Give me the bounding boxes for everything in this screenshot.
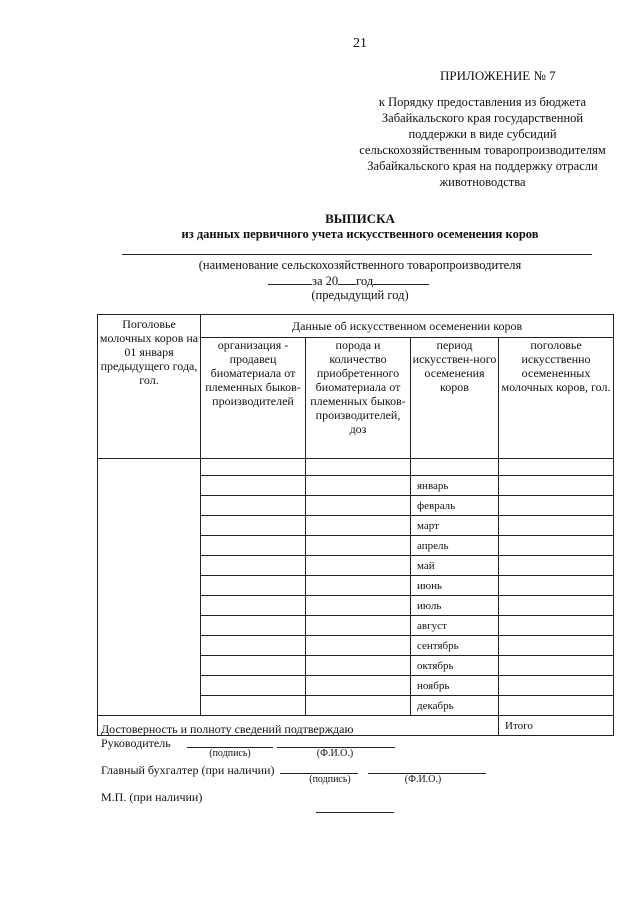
document-subtitle: из данных первичного учета искусственного осеменения коров xyxy=(181,227,539,241)
table-cell xyxy=(201,616,306,636)
table-cell xyxy=(499,556,614,576)
month-cell: июль xyxy=(411,596,499,616)
year-prefix: за 20 xyxy=(312,274,339,288)
appendix-line: Забайкальского края на поддержку отрасли xyxy=(367,159,598,173)
table-cell xyxy=(499,476,614,496)
table-cell xyxy=(201,536,306,556)
year-tail-line xyxy=(373,272,429,285)
table-cell xyxy=(499,516,614,536)
table-cell xyxy=(306,536,411,556)
table-cell xyxy=(306,556,411,576)
bottom-line xyxy=(316,812,394,813)
table-cell xyxy=(499,656,614,676)
year-digits-line xyxy=(338,272,356,285)
page-number: 21 xyxy=(353,36,367,51)
accountant-signature-caption: (подпись) xyxy=(309,774,351,785)
table-cell xyxy=(499,576,614,596)
stamp-label: М.П. (при наличии) xyxy=(101,790,203,804)
table-cell xyxy=(499,676,614,696)
appendix-title: ПРИЛОЖЕНИЕ № 7 xyxy=(440,68,556,83)
table-cell xyxy=(201,576,306,596)
year-field xyxy=(268,272,468,289)
table-cell xyxy=(306,596,411,616)
col-period-header: период искусствен-ного осеменения коров xyxy=(411,338,499,459)
table-cell xyxy=(201,476,306,496)
producer-caption: (наименование сельскохозяйственного товаропроизводителя xyxy=(198,258,522,272)
month-cell: апрель xyxy=(411,536,499,556)
table-cell xyxy=(306,676,411,696)
accountant-label: Главный бухгалтер (при наличии) xyxy=(101,763,275,777)
col-herd-header: Поголовье молочных коров на 01 января предыдущего года, гол. xyxy=(98,315,201,459)
table-cell xyxy=(499,616,614,636)
table-cell xyxy=(201,459,306,476)
month-cell: август xyxy=(411,616,499,636)
group-header: Данные об искусственном осеменении коров xyxy=(201,315,614,338)
month-cell: октябрь xyxy=(411,656,499,676)
table-cell xyxy=(201,516,306,536)
producer-name-line xyxy=(122,254,592,255)
table-cell xyxy=(201,596,306,616)
head-signature-caption: (подпись) xyxy=(209,748,251,759)
year-blank-line xyxy=(268,272,312,285)
table-cell xyxy=(306,476,411,496)
col-inseminated-header: поголовье искусственно осемененных молочных коров, гол. xyxy=(499,338,614,459)
table-cell xyxy=(306,576,411,596)
appendix-reference xyxy=(350,94,615,190)
month-cell: январь xyxy=(411,476,499,496)
table-cell xyxy=(499,696,614,716)
appendix-line: к Порядку предоставления из бюджета xyxy=(378,95,587,109)
month-cell: май xyxy=(411,556,499,576)
table-cell xyxy=(306,636,411,656)
table-cell xyxy=(201,676,306,696)
month-cell: ноябрь xyxy=(411,676,499,696)
table-cell xyxy=(201,496,306,516)
table-cell xyxy=(499,496,614,516)
head-name-caption: (Ф.И.О.) xyxy=(316,748,354,759)
col-seller-header: организация - продавец биоматериала от племенных быков-производителей xyxy=(201,338,306,459)
insemination-table xyxy=(97,314,614,736)
confirm-text: Достоверность и полноту сведений подтверждаю xyxy=(101,722,354,736)
table-cell xyxy=(201,636,306,656)
table-cell xyxy=(306,496,411,516)
month-cell: сентябрь xyxy=(411,636,499,656)
table-cell xyxy=(411,459,499,476)
table-cell xyxy=(499,636,614,656)
table-cell xyxy=(306,656,411,676)
appendix-line: животноводства xyxy=(439,175,526,189)
year-suffix: год xyxy=(356,274,374,288)
year-caption: (предыдущий год) xyxy=(311,288,409,302)
table-cell xyxy=(306,516,411,536)
appendix-line: сельскохозяйственным товаропроизводителям xyxy=(359,143,606,157)
table-cell xyxy=(306,616,411,636)
month-cell: март xyxy=(411,516,499,536)
table-cell xyxy=(499,596,614,616)
month-cell: декабрь xyxy=(411,696,499,716)
head-label: Руководитель xyxy=(101,736,171,750)
table-cell xyxy=(306,459,411,476)
herd-count-cell xyxy=(98,459,201,716)
appendix-line: поддержки в виде субсидий xyxy=(408,127,557,141)
table-cell xyxy=(306,696,411,716)
table-cell xyxy=(499,459,614,476)
table-cell xyxy=(201,656,306,676)
total-cell: Итого xyxy=(499,716,614,736)
month-cell: февраль xyxy=(411,496,499,516)
appendix-line: Забайкальского края государственной xyxy=(381,111,584,125)
table-cell xyxy=(201,556,306,576)
table-cell xyxy=(499,536,614,556)
month-cell: июнь xyxy=(411,576,499,596)
col-breed-header: порода и количество приобретенного биоматериала от племенных быков-производителей, доз xyxy=(306,338,411,459)
document-title: ВЫПИСКА xyxy=(325,211,395,226)
table-cell xyxy=(201,696,306,716)
accountant-name-caption: (Ф.И.О.) xyxy=(404,774,442,785)
